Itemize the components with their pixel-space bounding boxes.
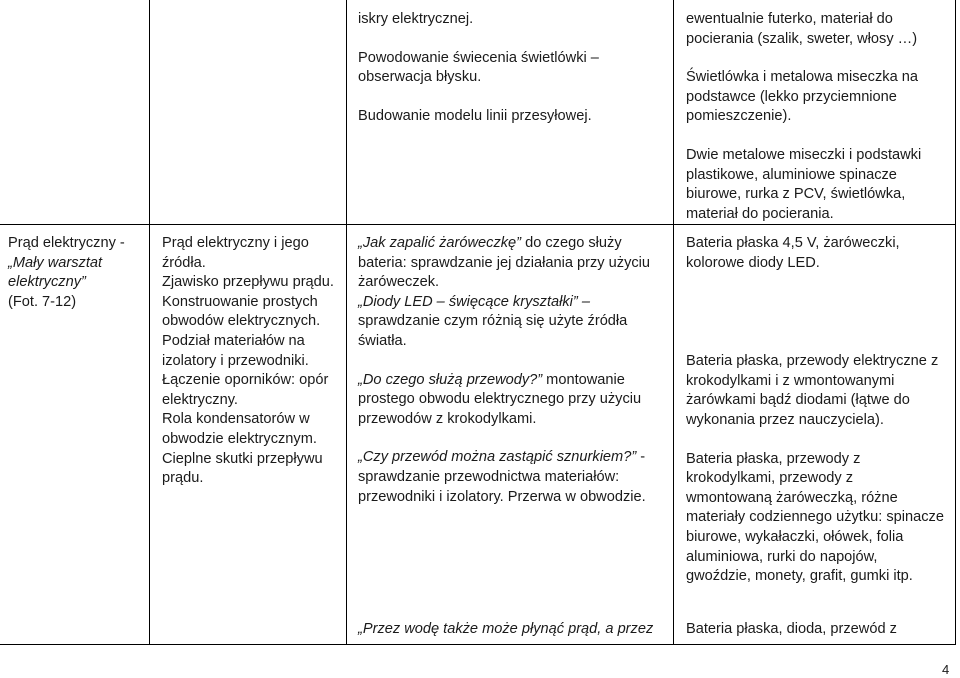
row2-activity-last xyxy=(358,620,670,640)
activity-text: montowanie xyxy=(542,371,625,388)
text-line: ewentualnie futerko, materiał do xyxy=(686,11,893,27)
page-number: 4 xyxy=(942,662,950,677)
row2-content-cell xyxy=(162,234,344,489)
text-line: prostego obwodu elektrycznego przy użyciu xyxy=(358,391,642,408)
text-line: (Fot. 7-12) xyxy=(8,293,77,310)
table-bottom-border xyxy=(0,644,956,645)
column-divider xyxy=(673,0,674,645)
text-line: obwodów elektrycznych. xyxy=(162,313,321,330)
text-line: krokodylkami, przewody z xyxy=(686,470,854,487)
activity-text: do czego służy xyxy=(521,235,622,251)
text-line: wmontowaną żaróweczką, różne xyxy=(686,489,898,506)
activity-heading xyxy=(358,448,670,468)
text-line: biurowe, rurka z PCV, świetlówka, xyxy=(686,186,906,203)
text-line: pomieszczenie). xyxy=(686,108,792,125)
table-right-border xyxy=(955,0,956,645)
text-line: Podział materiałów na xyxy=(162,332,305,349)
text-line: plastikowe, aluminiowe spinacze xyxy=(686,166,897,183)
activity-heading xyxy=(358,371,670,391)
text-line: materiał do pocierania. xyxy=(686,205,834,222)
text-line: biurowe, wykałaczki, ołówek, folia xyxy=(686,528,904,545)
text-line: Bateria płaska, przewody z xyxy=(686,450,861,467)
text-line: kolorowe diody LED. xyxy=(686,254,820,271)
text-line: światła. xyxy=(358,332,407,349)
text-line: bateria: sprawdzanie jej działania przy użyciu xyxy=(358,254,651,271)
activity-quote: „Diody LED – święcące kryształki” – xyxy=(358,293,590,310)
text-line: aluminiowa, rurki do napojów, xyxy=(686,548,878,565)
text-line: obserwacja błysku. xyxy=(358,69,482,86)
text-line: żaróweczek. xyxy=(358,274,440,291)
text-line: iskry elektrycznej. xyxy=(358,11,474,27)
text-line: wykonania przez nauczyciela). xyxy=(686,411,884,428)
text-line: sprawdzanie czym różnią się użyte źródła xyxy=(358,313,628,330)
row2-materials-cell xyxy=(686,234,951,587)
text-line: sprawdzanie przewodnictwa materiałów: xyxy=(358,468,620,485)
text-line: Konstruowanie prostych xyxy=(162,293,318,310)
row2-topic-cell xyxy=(8,234,146,312)
text-line: przewodów z krokodylkami. xyxy=(358,410,537,427)
text-line: podstawce (lekko przyciemnione xyxy=(686,88,897,105)
text-line: żarówkami bądź diodami (łątwe do xyxy=(686,392,910,409)
activity-quote: „Jak zapalić żaróweczkę” xyxy=(358,235,522,251)
text-line: prądu. xyxy=(162,470,204,487)
text-line: Bateria płaska, przewody elektryczne z xyxy=(686,353,939,370)
text-line: Prąd elektryczny - xyxy=(8,235,125,251)
text-line: izolatory i przewodniki. xyxy=(162,352,309,369)
row2-activities-cell xyxy=(358,234,670,507)
text-line: Zjawisko przepływu prądu. xyxy=(162,274,334,291)
text-line: obwodzie elektrycznym. xyxy=(162,430,317,447)
row2-materials-last xyxy=(686,620,951,640)
text-line: „Mały warsztat xyxy=(8,254,103,271)
text-line: gwoździe, monety, grafit, gumki itp. xyxy=(686,568,913,585)
text-line: Dwie metalowe miseczki i podstawki xyxy=(686,146,922,163)
activity-quote: „Czy przewód można zastąpić sznurkiem?” xyxy=(358,449,637,466)
text-line: materiały codziennego użytku: spinacze xyxy=(686,509,944,526)
text-line: elektryczny. xyxy=(162,391,238,408)
text-line: elektryczny” xyxy=(8,274,86,291)
text-line: Rola kondensatorów w xyxy=(162,411,310,428)
column-divider xyxy=(346,0,347,645)
row1-activities-cell xyxy=(358,10,668,126)
text-line: Bateria płaska, dioda, przewód z xyxy=(686,621,897,637)
text-line: Łączenie oporników: opór xyxy=(162,372,329,389)
text-line: Świetlówka i metalowa miseczka na xyxy=(686,69,918,86)
activity-heading xyxy=(358,234,670,254)
column-divider xyxy=(149,0,150,645)
text-line: przewodniki i izolatory. Przerwa w obwodzie. xyxy=(358,488,646,505)
activity-quote: „Przez wodę także może płynąć prąd, a przez xyxy=(358,621,654,637)
text-line: Prąd elektryczny i jego xyxy=(162,235,309,251)
text-line: pocierania (szalik, sweter, włosy …) xyxy=(686,30,918,47)
activity-quote: „Do czego służą przewody?” xyxy=(358,371,543,388)
text-line: Cieplne skutki przepływu xyxy=(162,450,323,467)
text-line: źródła. xyxy=(162,254,206,271)
text-line: Powodowanie świecenia świetlówki – xyxy=(358,49,599,66)
row1-materials-cell xyxy=(686,10,951,224)
activity-text: - xyxy=(636,449,646,466)
text-line: krokodylkami i z wmontowanymi xyxy=(686,372,895,389)
text-line: Budowanie modelu linii przesyłowej. xyxy=(358,107,592,124)
text-line: Bateria płaska 4,5 V, żaróweczki, xyxy=(686,235,900,251)
